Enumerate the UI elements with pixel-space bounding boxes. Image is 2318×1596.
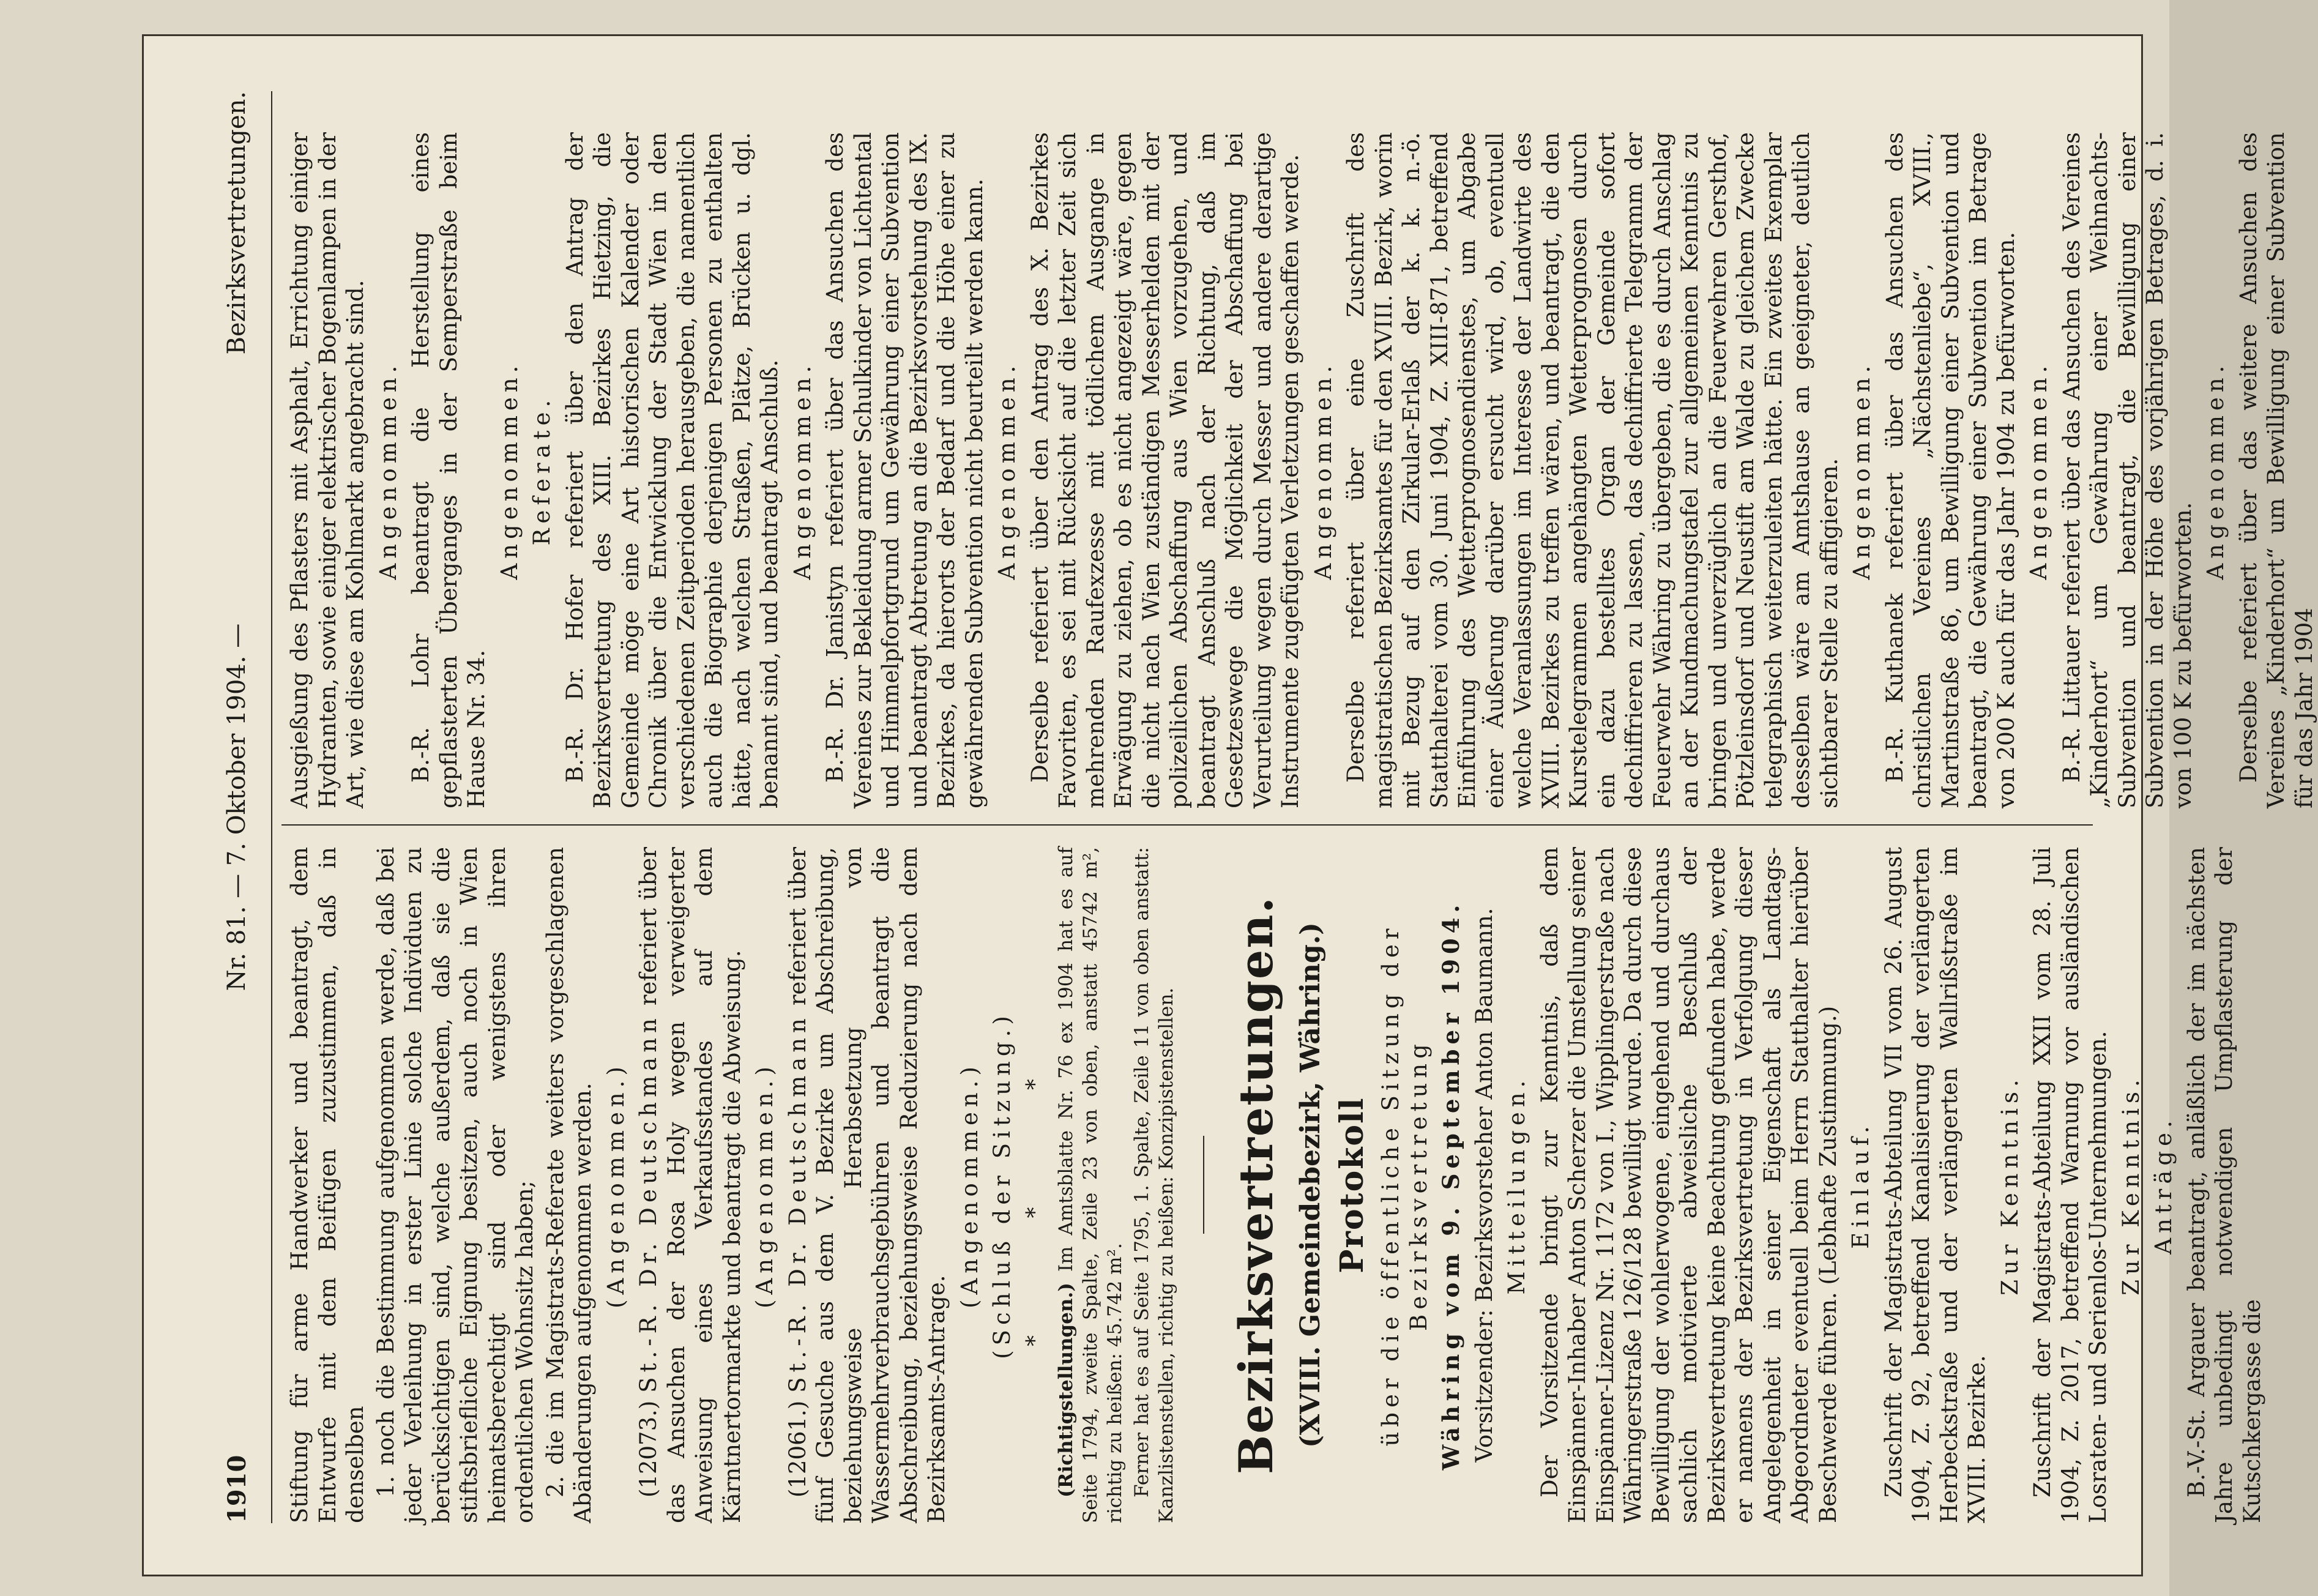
- page-header: [223, 91, 260, 1523]
- correction-text: Im Amtsblatte Nr. 76 ex 1904 hat es auf Seite 1794, zweite Spalte, Zeile 23 von oben, anstatt 45742 m², richtig zu heißen: 45.742 m².: [1055, 847, 1126, 1523]
- session-close: (Schluß der Sitzung.): [989, 1011, 1015, 1359]
- protocol-title: Protokoll: [1333, 1097, 1371, 1273]
- paragraph: [784, 847, 951, 1523]
- status-accepted: Angenommen.: [2025, 360, 2052, 580]
- status-noted: Zur Kenntnis.: [2117, 1075, 2144, 1296]
- corrections-heading: (Richtigstellungen.): [1055, 1283, 1077, 1497]
- running-section-title: Bezirksvertretungen.: [223, 91, 251, 355]
- district-title: (XVIII. Gemeindebezirk, Währing.): [1295, 922, 1326, 1448]
- right-column: [286, 132, 2317, 808]
- chairman: Vorsitzender: Bezirksvorsteher Anton Baumann.: [1470, 908, 1497, 1463]
- status-accepted: Angenommen.: [1310, 360, 1336, 580]
- status-accepted: Angenommen.: [496, 360, 523, 580]
- speaker-name: St.-R. Dr. Deutschmann: [635, 1013, 661, 1393]
- subheading: Anträge.: [2150, 1116, 2177, 1255]
- paragraph: Derselbe referiert über den Antrag des X. Bezirkes Favoriten, es sei mit Rücksicht auf die letzter Zeit sich mehrenden Raufexzesse mit tödlichem Ausgange in Erwägung zu ziehen, ob es nicht angezeigt wäre, gegen die nicht nach Wien zuständigen Messerhelden mit der polizeilichen Abschaffung aus Wien vorzugehen, und beantragt Anschluß nach der Richtung, daß im Gesetzeswege die Möglichkeit der Abschaffung bei Verurteilung wegen durch Messer und andere derartige Instrumente zugefügten Verletzungen geschaffen werde.: [1026, 132, 1303, 808]
- rotated-page-content: [144, 36, 2317, 1578]
- paragraph: Derselbe referiert über das weitere Ansuchen des Vereines „Kinderhort“ um Bewilligung einer Subvention für das Jahr 1904: [2235, 132, 2317, 808]
- paragraph: Stiftung für arme Handwerker und beantragt, dem Entwurfe mit dem Beifügen zuzustimmen, daß in denselben: [286, 847, 368, 1523]
- correction: Ferner hat es auf Seite 1795, 1. Spalte, Zeile 11 von oben anstatt: Kanzlistenstellen, richtig zu heißen: Konzipistenstellen.: [1131, 847, 1177, 1523]
- section-rule: [1203, 1136, 1204, 1234]
- paragraph: Ausgießung des Pflasters mit Asphalt, Errichtung einiger Hydranten, sowie einiger elektrischer Bogenlampen in der Art, wie diese am Kohlmarkt angebracht sind.: [286, 132, 368, 808]
- column-divider: [281, 824, 2093, 826]
- paragraph-text: referiert über das Ansuchen der Rosa Holy wegen verweigerter Anweisung eines Verkaufsstandes auf dem Kärntnertormarkte und beantragt die Abweisung.: [635, 846, 745, 1523]
- paragraph: [635, 847, 746, 1523]
- paragraph: Zuschrift der Magistrats-Abteilung XXII vom 28. Juli 1904, Z. 2017, betreffend Warnung vor ausländischen Losraten- und Serienlos-Unternehmungen.: [2029, 847, 2111, 1523]
- subheading: Mitteilungen.: [1504, 1075, 1530, 1295]
- status-accepted: (Angenommen.): [956, 1062, 983, 1308]
- gazette-page: [142, 34, 2317, 1576]
- paragraph: Der Vorsitzende bringt zur Kenntnis, daß dem Einspänner-Inhaber Anton Scherzer die Umstellung seiner Einspänner-Lizenz Nr. 1172 von I., Wipplingerstraße nach Währingerstraße 126/128 bewilligt wurde. Da durch diese Bewilligung der wohlerwogene, eingehend und durchaus sachlich motivierte abweisliche Beschluß der Bezirksvertretung keine Beachtung gefunden habe, werde er namens der Bezirksvertretung in Verfolgung dieser Angelegenheit in seiner Eigenschaft als Landtags-Abgeordneter eventuell beim Herrn Statthalter hierüber Beschwerde führen. (Lebhafte Zustimmung.): [1536, 847, 1841, 1523]
- speaker-name: St.-R. Dr. Deutschmann: [784, 1013, 811, 1393]
- session-date: Währing vom 9. September 1904.: [1437, 900, 1464, 1471]
- page-number: 1910: [223, 1455, 252, 1523]
- status-accepted: Angenommen.: [994, 360, 1020, 580]
- issue-line: Nr. 81. — 7. Oktober 1904. —: [223, 623, 251, 991]
- status-accepted: Angenommen.: [1849, 360, 1875, 580]
- section-asterisks: * * *: [1022, 1024, 1048, 1346]
- paragraph: 1. noch die Bestimmung aufgenommen werde, daß bei jeder Verleihung in erster Linie solche Individuen zu berücksichtigen sind, welche außerdem, daß sie die stiftsbriefliche Eignung besitzen, auch noch in Wien heimatsberechtigt sind oder wenigstens ihren ordentlichen Wohnsitz haben;: [372, 847, 538, 1523]
- status-accepted: (Angenommen.): [751, 1062, 778, 1308]
- paragraph-text: referiert über fünf Gesuche aus dem V. Bezirke um Abschreibung, beziehungsweise Herabsetzung von Wassermehrverbrauchsgebühren und beantragt die Abschreibung, beziehungsweise Reduzierung nach dem Bezirksamts-Antrage.: [784, 846, 950, 1523]
- status-accepted: (Angenommen.): [602, 1062, 629, 1308]
- paragraph: Zuschrift der Magistrats-Abteilung VII vom 26. August 1904, Z. 92, betreffend Kanalisierung der verlängerten Herbeckstraße und der verlängerten Wallrißstraße im XVIII. Bezirke.: [1880, 847, 1990, 1523]
- correction: [1054, 847, 1127, 1523]
- status-accepted: Angenommen.: [375, 360, 401, 580]
- paragraph: 2. die im Magistrats-Referate weiters vorgeschlagenen Abänderungen aufgenommen werden.: [542, 847, 596, 1523]
- paragraph: B.-V.-St. Argauer beantragt, anläßlich der im nächsten Jahre unbedingt notwendigen Umpflasterung der Kutschkergasse die: [2183, 847, 2265, 1523]
- paragraph: B.-R. Dr. Janistyn referiert über das Ansuchen des Vereines zur Bekleidung armer Schulkinder von Lichtental und Himmelpfortgrund um Gewährung einer Subvention und beantragt Abtretung an die Bezirksvorstehung des IX. Bezirkes, da hierorts der Bedarf und die Höhe einer zu gewährenden Subvention nicht beurteilt werden kann.: [822, 132, 988, 808]
- paragraph: Derselbe referiert über eine Zuschrift des magistratischen Bezirksamtes für den XVIII. Bezirk, worin mit Bezug auf den Zirkular-Erlaß der k. k. n.-ö. Statthalterei vom 30. Juni 1904, Z. XIII-871, betreffend Einführung des Wetterprognosendienstes, um Abgabe einer Äußerung darüber ersucht wird, ob, eventuell welche Veranlassungen im Interesse der Landwirte des XVIII. Bezirkes zu treffen wären, und beantragt, die den Kurstelegrammen angehängten Wetterprognosen durch ein dazu bestelltes Organ der Gemeinde sofort dechiffrieren zu lassen, das dechiffrierte Telegramm der Feuerwehr Währing zu übergeben, die es durch Anschlag an der Kundmachungstafel zur allgemeinen Kenntnis zu bringen und unverzüglich an die Feuerwehren Gersthof, Pötzleinsdorf und Neustift am Walde zu gleichem Zwecke telegraphisch weiterzuleiten hätte. Ein zweites Exemplar desselben wäre am Amtshause an geeigneter, deutlich sichtbarer Stelle zu affigieren.: [1343, 132, 1843, 808]
- session-line: über die öffentliche Sitzung der Bezirksvertretung: [1377, 923, 1432, 1447]
- section-title: Bezirksvertretungen.: [1229, 896, 1283, 1474]
- status-accepted: Angenommen.: [2202, 360, 2229, 580]
- left-column: [286, 846, 2265, 1523]
- status-accepted: Angenommen.: [789, 360, 816, 580]
- paragraph: B.-R. Lohr beantragt die Herstellung eines gepflasterten Überganges in der Semperstraße beim Hause Nr. 34.: [408, 132, 490, 808]
- paragraph: B.-R. Littauer referiert über das Ansuchen des Vereines „Kinderhort“ um Gewährung einer Weihnachts-Subvention und beantragt, die Bewilligung einer Subvention in der Höhe des vorjährigen Betrages, d. i. von 100 K zu befürworten.: [2058, 132, 2196, 808]
- subheading: Referate.: [529, 395, 555, 546]
- paragraph: B.-R. Dr. Hofer referiert über den Antrag der Bezirksvertretung des XIII. Bezirkes Hietzing, die Gemeinde möge eine Art historischen Kalender oder Chronik über die Entwicklung der Stadt Wien in den verschiedenen Zeitperioden herausgeben, die namentlich auch die Biographie derjenigen Personen zu enthalten hätte, nach welchen Straßen, Plätze, Brücken u. dgl. benannt sind, und beantragt Anschluß.: [561, 132, 783, 808]
- subheading: Einlauf.: [1847, 1121, 1874, 1249]
- header-rule: [271, 91, 272, 1523]
- paragraph: B.-R. Kuthanek referiert über das Ansuchen des christlichen Vereines „Nächstenliebe“, XVIII., Martinstraße 86, um Bewilligung einer Subvention und beantragt, die Gewährung einer Subvention im Betrage von 200 K auch für das Jahr 1904 zu befürworten.: [1881, 132, 2019, 808]
- record-number: (12061.): [784, 1400, 811, 1497]
- status-noted: Zur Kenntnis.: [1996, 1075, 2023, 1296]
- record-number: (12073.): [635, 1400, 661, 1497]
